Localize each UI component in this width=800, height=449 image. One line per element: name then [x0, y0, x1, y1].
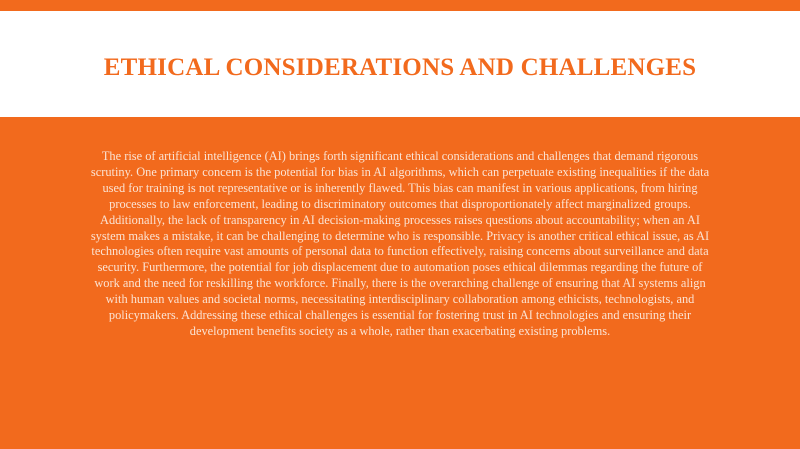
slide-title: ETHICAL CONSIDERATIONS AND CHALLENGES	[103, 54, 697, 81]
top-accent-band	[0, 0, 800, 11]
slide-body-text: The rise of artificial intelligence (AI) brings forth significant ethical considerations and challenges that demand rigorous scrutiny. One primary concern is the potential for bias in AI algorithms, which can perpetuate existing inequalities if the data used for training is not representative or is inherently flawed. This bias can manifest in various applications, from hiring processes to law enforcement, leading to discriminatory outcomes that disproportionately affect marginalized groups. Additionally, the lack of transparency in AI decision-making processes raises questions about accountability; when an AI system makes a mistake, it can be challenging to determine who is responsible. Privacy is another critical ethical issue, as AI technologies often require vast amounts of personal data to function effectively, raising concerns about surveillance and data security. Furthermore, the potential for job displacement due to automation poses ethical dilemmas regarding the future of work and the need for reskilling the workforce. Finally, there is the overarching challenge of ensuring that AI systems align with human values and societal norms, necessitating interdisciplinary collaboration among ethicists, technologists, and policymakers. Addressing these ethical challenges is essential for fostering trust in AI technologies and ensuring their development benefits society as a whole, rather than exacerbating existing problems.	[90, 149, 710, 338]
